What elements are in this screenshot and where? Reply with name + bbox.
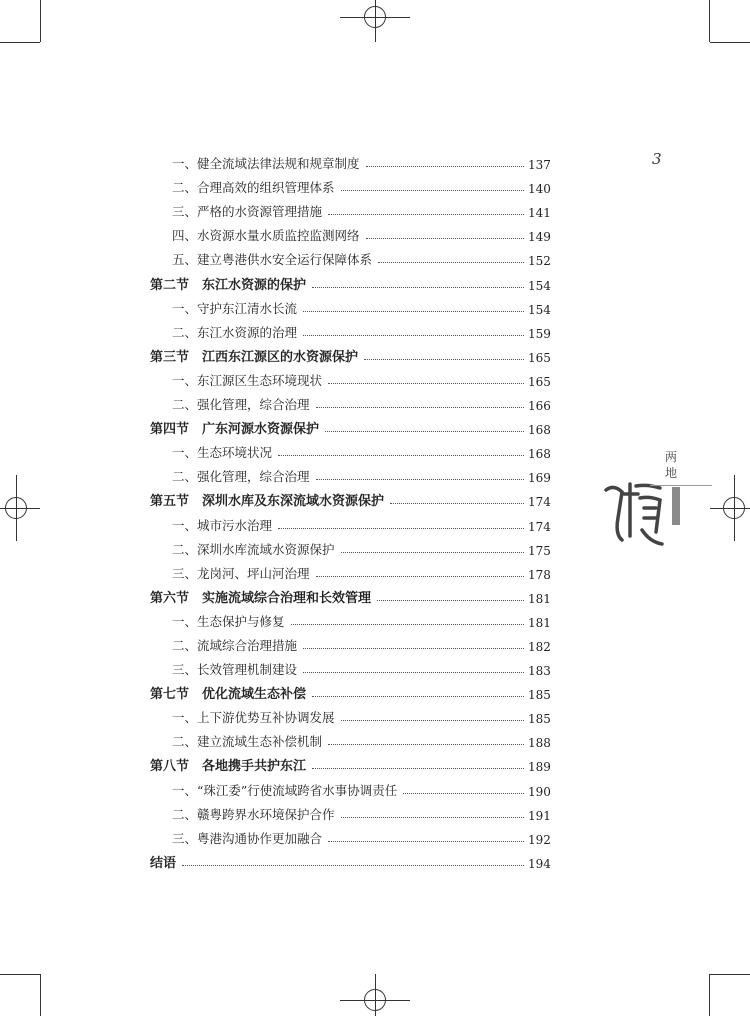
toc-entry: [150, 799, 550, 823]
toc-entry-title: 一、健全流域法律法规和规章制度: [172, 156, 360, 172]
dot-leader: [278, 455, 524, 456]
toc-entry-title: 三、龙岗河、坪山河治理: [172, 565, 310, 581]
toc-entry-page: 175: [528, 543, 551, 558]
toc-entry-page: 178: [528, 567, 551, 582]
toc-entry-title: 五、建立粤港供水安全运行保障体系: [172, 252, 373, 268]
toc-entry-title: 第六节 实施流域综合治理和长效管理: [150, 590, 372, 606]
dot-leader: [316, 407, 524, 408]
toc-entry-title: 二、强化管理，综合治理: [172, 397, 310, 413]
toc-entry-title: 第八节 各地携手共护东江: [150, 759, 307, 775]
toc-entry: [150, 365, 550, 389]
page-number: 3: [652, 150, 662, 168]
toc-entry-title: 二、建立流域生态补偿机制: [172, 734, 323, 750]
dot-leader: [378, 262, 524, 263]
toc-entry-title: 一、城市污水治理: [172, 517, 273, 533]
dot-leader: [377, 600, 524, 601]
toc-entry-page: 168: [528, 423, 551, 438]
toc-entry-page: 137: [528, 158, 551, 173]
toc-entry: [150, 317, 550, 341]
toc-entry: [150, 461, 550, 485]
toc-entry: [150, 196, 550, 220]
toc-entry-title: 三、长效管理机制建设: [172, 662, 298, 678]
toc-section-entry: [150, 750, 550, 774]
dot-leader: [291, 624, 524, 625]
toc-entry-page: 192: [528, 832, 551, 847]
toc-entry: [150, 389, 550, 413]
toc-entry-title: 二、深圳水库流域水资源保护: [172, 541, 335, 557]
toc-entry-title: 第七节 优化流域生态补偿: [150, 687, 307, 703]
dot-leader: [390, 503, 524, 504]
toc-entry-title: 第五节 深圳水库及东深流域水资源保护: [150, 494, 385, 510]
side-label: 两地: [665, 450, 678, 480]
dot-leader: [328, 744, 524, 745]
toc-entry-title: 一、“珠江委”行使流域跨省水事协调责任: [172, 782, 398, 798]
dot-leader: [328, 383, 524, 384]
dot-leader: [364, 359, 524, 360]
toc-entry-title: 四、水资源水量水质监控监测网络: [172, 228, 360, 244]
toc-entry-page: 149: [528, 230, 551, 245]
dot-leader: [278, 528, 524, 529]
toc-entry-page: 140: [528, 182, 551, 197]
dot-leader: [182, 865, 524, 866]
toc-entry-title: 二、强化管理，综合治理: [172, 469, 310, 485]
toc-entry-page: 165: [528, 350, 551, 365]
toc-entry: [150, 509, 550, 533]
toc-entry-title: 第三节 江西东江源区的水资源保护: [150, 349, 359, 365]
dot-leader: [366, 166, 524, 167]
toc-section-entry: [150, 341, 550, 365]
toc-entry: [150, 220, 550, 244]
emblem-rule: [650, 485, 712, 486]
toc-entry: [150, 558, 550, 582]
toc-entry: [150, 172, 550, 196]
toc-entry-title: 二、合理高效的组织管理体系: [172, 180, 335, 196]
toc-section-entry: [150, 582, 550, 606]
dot-leader: [328, 841, 524, 842]
toc-entry: [150, 606, 550, 630]
toc-entry: [150, 293, 550, 317]
table-of-contents: [150, 148, 550, 871]
toc-entry: [150, 244, 550, 268]
dot-leader: [341, 190, 524, 191]
dot-leader: [316, 576, 524, 577]
toc-section-entry: [150, 678, 550, 702]
toc-entry: [150, 534, 550, 558]
toc-entry: [150, 654, 550, 678]
toc-entry-title: 结语: [150, 855, 177, 871]
dot-leader: [328, 214, 524, 215]
dot-leader: [312, 287, 524, 288]
toc-entry-title: 一、生态保护与修复: [172, 613, 285, 629]
toc-entry-page: 194: [528, 856, 551, 871]
toc-entry: [150, 630, 550, 654]
toc-entry-title: 一、东江源区生态环境现状: [172, 372, 323, 388]
toc-section-entry: [150, 847, 550, 871]
dot-leader: [312, 768, 524, 769]
dot-leader: [303, 335, 524, 336]
toc-entry: [150, 702, 550, 726]
toc-entry: [150, 726, 550, 750]
toc-entry-page: 154: [528, 278, 551, 293]
dot-leader: [303, 311, 524, 312]
toc-entry-page: 166: [528, 399, 551, 414]
toc-entry-page: 152: [528, 254, 551, 269]
toc-entry-page: 190: [528, 784, 551, 799]
calligraphy-logo: [600, 448, 710, 558]
dot-leader: [366, 238, 524, 239]
toc-entry-page: 165: [528, 374, 551, 389]
toc-entry-page: 169: [528, 471, 551, 486]
dot-leader: [403, 793, 524, 794]
toc-entry-page: 185: [528, 688, 551, 703]
toc-entry-title: 二、赣粤跨界水环境保护合作: [172, 806, 335, 822]
toc-entry-page: 183: [528, 664, 551, 679]
toc-entry-title: 一、守护东江清水长流: [172, 300, 298, 316]
toc-entry-page: 185: [528, 712, 551, 727]
toc-entry-page: 154: [528, 302, 551, 317]
toc-entry-title: 一、上下游优势互补协调发展: [172, 710, 335, 726]
toc-section-entry: [150, 485, 550, 509]
toc-entry-page: 174: [528, 495, 551, 510]
toc-entry-title: 一、生态环境状况: [172, 445, 273, 461]
toc-section-entry: [150, 268, 550, 292]
toc-entry-title: 三、严格的水资源管理措施: [172, 204, 323, 220]
emblem-bar: [672, 487, 680, 525]
dot-leader: [325, 431, 524, 432]
toc-entry-page: 174: [528, 519, 551, 534]
toc-entry-title: 二、流域综合治理措施: [172, 637, 298, 653]
toc-entry-page: 181: [528, 615, 551, 630]
dot-leader: [303, 672, 524, 673]
toc-entry: [150, 148, 550, 172]
toc-entry-title: 三、粤港沟通协作更加融合: [172, 830, 323, 846]
toc-entry: [150, 774, 550, 798]
toc-entry: [150, 437, 550, 461]
toc-entry-page: 141: [528, 206, 551, 221]
dot-leader: [316, 479, 524, 480]
dot-leader: [341, 552, 524, 553]
toc-entry-title: 第四节 广东河源水资源保护: [150, 422, 320, 438]
dot-leader: [341, 817, 524, 818]
dot-leader: [312, 696, 524, 697]
toc-entry-page: 189: [528, 760, 551, 775]
toc-entry-title: 二、东江水资源的治理: [172, 324, 298, 340]
toc-entry-page: 181: [528, 591, 551, 606]
toc-entry-page: 182: [528, 639, 551, 654]
toc-section-entry: [150, 413, 550, 437]
toc-entry-page: 168: [528, 447, 551, 462]
dot-leader: [341, 720, 524, 721]
toc-entry: [150, 823, 550, 847]
dot-leader: [303, 648, 524, 649]
toc-entry-page: 188: [528, 736, 551, 751]
toc-entry-page: 159: [528, 326, 551, 341]
toc-entry-page: 191: [528, 808, 551, 823]
toc-entry-title: 第二节 东江水资源的保护: [150, 277, 307, 293]
